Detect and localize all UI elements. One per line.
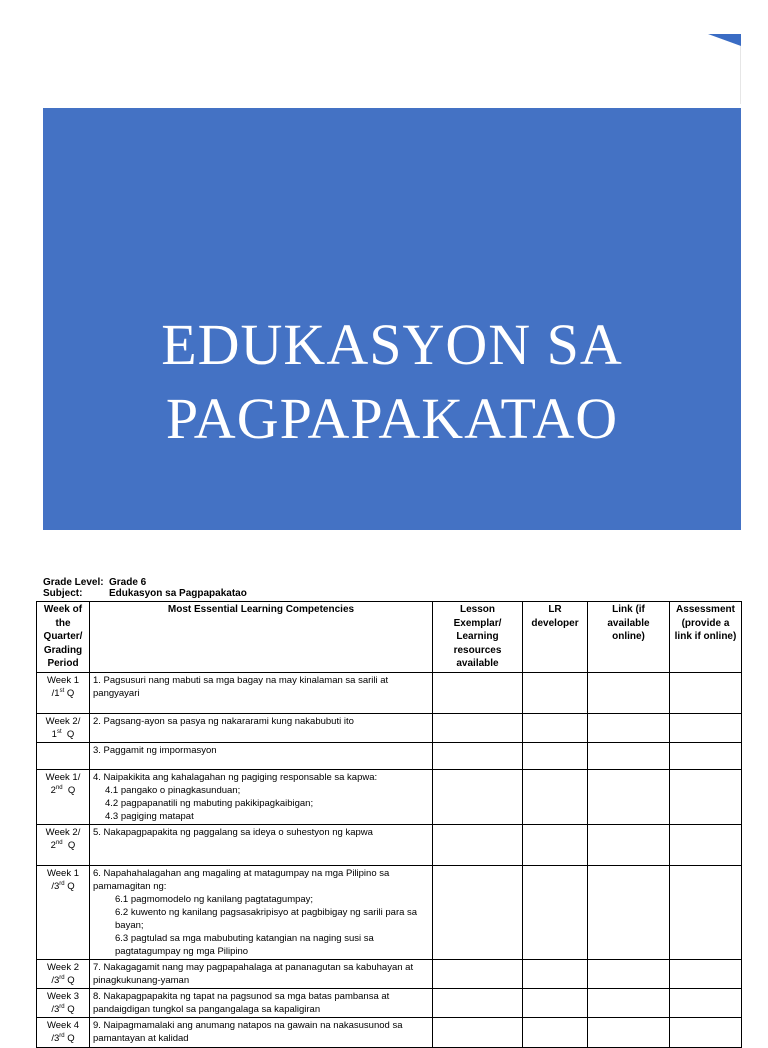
header-lesson-exemplar: Lesson Exemplar/ Learning resources available [433,602,523,673]
lr-developer-cell [523,672,588,713]
table-row [37,672,742,713]
competency-subitem: 6.1 pagmomodelo ng kanilang pagtatagumpay; [115,893,314,905]
quarter-suffix: Q [64,880,75,892]
title-banner [43,108,741,530]
subject-label: Subject: [43,588,83,599]
header-assessment: Assessment (provide a link if online) [670,602,742,673]
quarter-ordinal: st [56,728,62,735]
assessment-cell [670,865,742,959]
quarter-ordinal: rd [59,1032,65,1039]
assessment-cell [670,672,742,713]
competency-cell [90,988,433,1017]
table-header-row [37,602,742,673]
link-cell [588,713,670,742]
competency-text: 6. Napahahalagahan ang magaling at matagumpay na mga Pilipino sa pamamagitan ng: [93,867,390,892]
week-cell [37,1017,90,1047]
table-row [37,988,742,1017]
quarter-suffix: Q [61,728,75,740]
header-lr-developer: LR developer [523,602,588,673]
lr-developer-cell [523,824,588,865]
competency-subitem: 6.2 kuwento ng kanilang pagsasakripisyo at pagbibigay ng sarili para sa bayan; [115,906,418,931]
quarter-suffix: Q [64,1032,75,1044]
table-row [37,769,742,824]
table-row [37,824,742,865]
title-line-1: EDUKASYON SA [161,312,623,377]
quarter-ordinal: rd [59,1003,65,1010]
title-line-2: PAGPAPAKATAO [165,386,619,451]
link-cell [588,988,670,1017]
week-label: Week 1 [46,674,80,686]
lesson-cell [433,959,523,988]
lr-developer-cell [523,769,588,824]
document-meta [43,577,247,599]
competency-text: 3. Paggamit ng impormasyon [93,744,217,756]
link-cell [588,1017,670,1047]
lr-developer-cell [523,1017,588,1047]
lr-developer-cell [523,742,588,769]
week-cell [37,742,90,769]
assessment-cell [670,959,742,988]
competency-subitem: 4.1 pangako o pinagkasunduan; [105,784,241,796]
table-row [37,959,742,988]
quarter-suffix: Q [62,839,76,851]
week-label: Week 3 [46,990,80,1002]
competency-text: 1. Pagsusuri nang mabuti sa mga bagay na may kinalaman sa sarili at pangyayari [93,674,389,699]
week-label: Week 1 [46,867,80,879]
assessment-cell [670,824,742,865]
assessment-cell [670,742,742,769]
link-cell [588,959,670,988]
competency-text: 7. Nakagagamit nang may pagpapahalaga at pananagutan sa kabuhayan at pinagkukunang-yaman [93,961,414,986]
corner-divider [740,46,741,104]
competency-text: 2. Pagsang-ayon sa pasya ng nakararami kung nakabubuti ito [93,715,354,727]
header-melc: Most Essential Learning Competencies [90,602,433,673]
assessment-cell [670,769,742,824]
assessment-cell [670,988,742,1017]
competency-cell [90,672,433,713]
week-cell [37,769,90,824]
table-row [37,865,742,959]
competency-cell [90,865,433,959]
lesson-cell [433,988,523,1017]
quarter-number: 2 [50,784,56,796]
quarter-ordinal: nd [55,839,63,846]
quarter-ordinal: nd [55,784,63,791]
assessment-cell [670,1017,742,1047]
week-cell [37,824,90,865]
quarter-number: /3 [51,880,60,892]
document-title [43,308,741,456]
grade-level-label: Grade Level: [43,577,104,588]
lesson-cell [433,824,523,865]
quarter-number: /3 [51,974,60,986]
grade-level-row [43,577,247,588]
melc-table [36,601,742,1048]
header-link: Link (if available online) [588,602,670,673]
quarter-number: /3 [51,1003,60,1015]
week-label: Week 1/ [45,771,81,783]
week-cell [37,713,90,742]
competency-cell [90,824,433,865]
subject-value: Edukasyon sa Pagpapakatao [109,588,247,599]
week-label: Week 2/ [45,826,81,838]
week-cell [37,672,90,713]
lr-developer-cell [523,865,588,959]
lr-developer-cell [523,713,588,742]
lesson-cell [433,742,523,769]
competency-subitem: 6.3 pagtulad sa mga mabubuting katangian na naging susi sa pagtatagumpay ng mga Pilipino [115,932,374,957]
competency-subitem: 4.2 pagpapanatili ng mabuting pakikipagkaibigan; [105,797,314,809]
competency-text: 4. Naipakikita ang kahalagahan ng pagiging responsable sa kapwa: [93,771,378,783]
subject-row [43,588,247,599]
competency-cell [90,769,433,824]
lesson-cell [433,713,523,742]
week-cell [37,865,90,959]
corner-accent-mark [708,34,741,46]
link-cell [588,769,670,824]
assessment-cell [670,713,742,742]
lr-developer-cell [523,988,588,1017]
competency-subitem: 4.3 pagiging matapat [105,810,194,822]
table-row [37,742,742,769]
lesson-cell [433,672,523,713]
link-cell [588,742,670,769]
grade-level-value: Grade 6 [109,577,147,588]
quarter-suffix: Q [64,687,75,699]
lesson-cell [433,1017,523,1047]
competency-text: 8. Nakapagpapakita ng tapat na pagsunod sa mga batas pambansa at pandaigdigan tungkol sa pangangalaga sa kapaligiran [93,990,390,1015]
quarter-number: /1 [51,687,60,699]
quarter-ordinal: st [59,687,65,694]
link-cell [588,672,670,713]
quarter-number: 2 [50,839,56,851]
table-row [37,1017,742,1047]
quarter-number: /3 [51,1032,60,1044]
competency-cell [90,959,433,988]
link-cell [588,824,670,865]
quarter-suffix: Q [64,974,75,986]
link-cell [588,865,670,959]
week-cell [37,988,90,1017]
competency-cell [90,713,433,742]
quarter-ordinal: rd [59,880,65,887]
table-row [37,713,742,742]
quarter-ordinal: rd [59,974,65,981]
lr-developer-cell [523,959,588,988]
lesson-cell [433,769,523,824]
week-cell [37,959,90,988]
week-label: Week 4 [46,1019,80,1031]
header-week: Week of the Quarter/ Grading Period [37,602,90,673]
quarter-suffix: Q [62,784,76,796]
competency-cell [90,742,433,769]
competency-cell [90,1017,433,1047]
week-label: Week 2/ [45,715,81,727]
quarter-number: 1 [51,728,57,740]
week-label: Week 2 [46,961,80,973]
quarter-suffix: Q [64,1003,75,1015]
competency-text: 9. Naipagmamalaki ang anumang natapos na gawain na nakasusunod sa pamantayan at kalidad [93,1019,403,1044]
lesson-cell [433,865,523,959]
competency-text: 5. Nakapagpapakita ng paggalang sa ideya o suhestyon ng kapwa [93,826,373,838]
table-body [37,672,742,1047]
